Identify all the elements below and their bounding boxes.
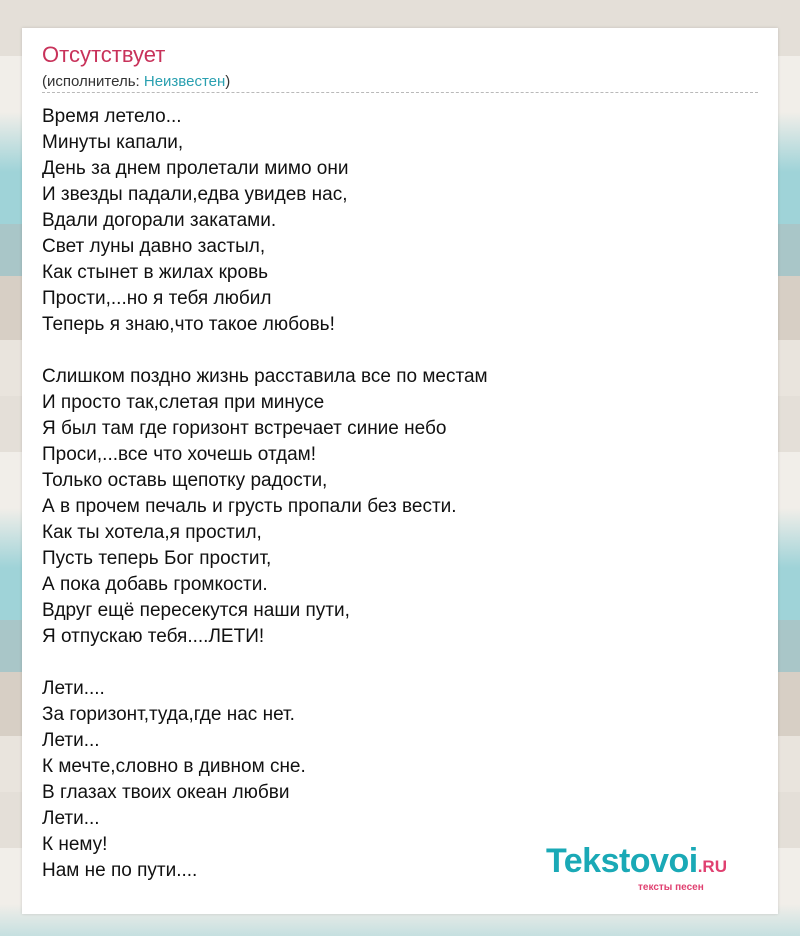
lyric-line: А в прочем печаль и грусть пропали без вести. bbox=[42, 496, 457, 517]
lyric-line: Пусть теперь Бог простит, bbox=[42, 548, 272, 569]
lyric-line: Лети... bbox=[42, 808, 100, 829]
lyric-line: Время летело... bbox=[42, 106, 182, 127]
artist-link[interactable]: Неизвестен bbox=[143, 73, 226, 90]
lyric-line: И просто так,слетая при минусе bbox=[42, 392, 325, 413]
lyric-line: А пока добавь громкости. bbox=[42, 574, 268, 595]
logo-wordmark: Tekstovoi bbox=[546, 842, 698, 880]
stanza-break bbox=[42, 650, 488, 676]
logo-domain: .RU bbox=[697, 857, 727, 876]
lyric-line: И звезды падали,едва увидев нас, bbox=[42, 184, 348, 205]
site-logo[interactable] bbox=[546, 842, 727, 893]
artist-prefix: (исполнитель: bbox=[42, 73, 144, 90]
lyric-line: Свет луны давно застыл, bbox=[42, 236, 266, 257]
lyric-line: Я отпускаю тебя....ЛЕТИ! bbox=[42, 626, 265, 647]
lyric-line: Лети... bbox=[42, 730, 100, 751]
lyric-line: Вдруг ещё пересекутся наши пути, bbox=[42, 600, 350, 621]
lyrics-text bbox=[42, 104, 488, 884]
lyric-line: Как ты хотела,я простил, bbox=[42, 522, 262, 543]
lyric-line: За горизонт,туда,где нас нет. bbox=[42, 704, 295, 725]
lyrics-card bbox=[22, 28, 778, 914]
artist-suffix: ) bbox=[225, 73, 231, 90]
lyric-line: День за днем пролетали мимо они bbox=[42, 158, 349, 179]
lyric-line: Слишком поздно жизнь расставила все по местам bbox=[42, 366, 488, 387]
lyric-line: Прости,...но я тебя любил bbox=[42, 288, 272, 309]
lyric-line: В глазах твоих океан любви bbox=[42, 782, 290, 803]
lyric-line: Проси,...все что хочешь отдам! bbox=[42, 444, 317, 465]
lyric-line: Вдали догорали закатами. bbox=[42, 210, 277, 231]
lyric-line: Нам не по пути.... bbox=[42, 860, 198, 881]
artist-line bbox=[42, 73, 230, 90]
lyric-line: Я был там где горизонт встречает синие небо bbox=[42, 418, 447, 439]
lyric-line: Как стынет в жилах кровь bbox=[42, 262, 269, 283]
lyric-line: Лети.... bbox=[42, 678, 105, 699]
title-divider bbox=[42, 92, 758, 93]
song-title: Отсутствует bbox=[42, 42, 166, 67]
stanza-break bbox=[42, 338, 488, 364]
lyric-line: Только оставь щепотку радости, bbox=[42, 470, 328, 491]
lyric-line: Минуты капали, bbox=[42, 132, 184, 153]
lyric-line: К мечте,словно в дивном сне. bbox=[42, 756, 306, 777]
lyric-line: Теперь я знаю,что такое любовь! bbox=[42, 314, 335, 335]
logo-subtitle: тексты песен bbox=[638, 882, 704, 893]
lyric-line: К нему! bbox=[42, 834, 108, 855]
